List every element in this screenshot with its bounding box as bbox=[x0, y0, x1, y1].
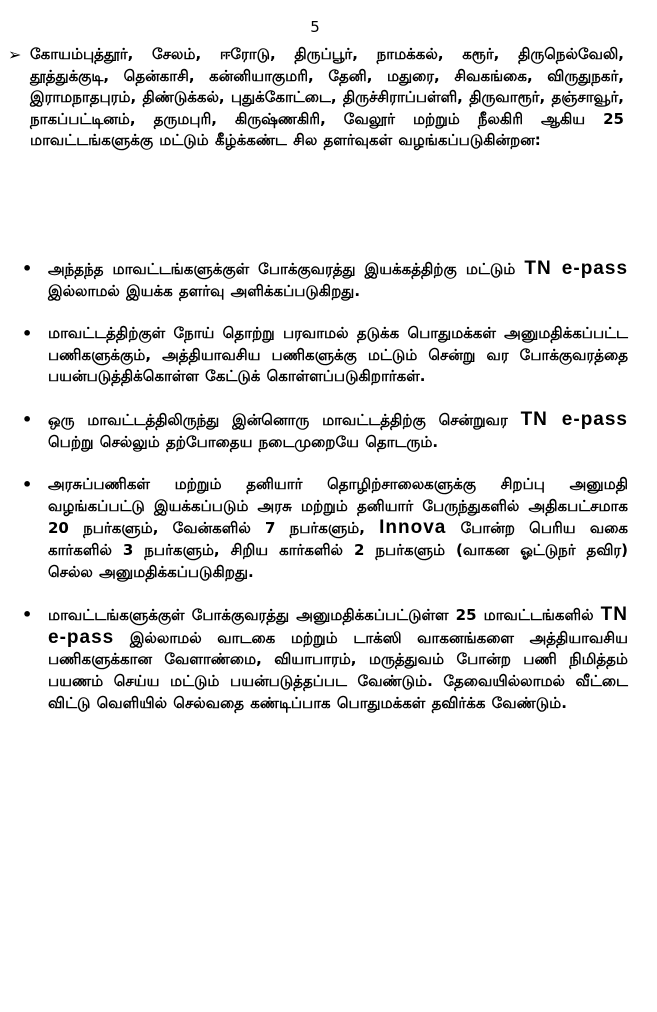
list-item bbox=[22, 409, 628, 453]
text-segment: இல்லாமல் வாடகை மற்றும் டாக்ஸி வாகனங்களை அத்தியாவசிய பணிகளுக்கான வேளாண்மை, வியாபாரம், மருத்துவம் போன்ற பணி நிமித்தம் பயணம் செய்ய மட்டும் பயன்படுத்தப்பட வேண்டும். தேவையில்லாமல் வீட்டை விட்டு வெளியில் செல்வதை கண்டிப்பாக பொதுமக்கள் தவிர்க்க வேண்டும். bbox=[48, 628, 628, 712]
list-item bbox=[22, 258, 628, 302]
tn-epass-term: TN e-pass bbox=[48, 604, 628, 648]
text-segment: ஒரு மாவட்டத்திலிருந்து இன்னொரு மாவட்டத்திற்கு சென்றுவர bbox=[48, 410, 521, 429]
arrow-bullet-icon: ➢ bbox=[8, 45, 22, 64]
tn-epass-term: TN e-pass bbox=[524, 258, 629, 279]
list-item bbox=[22, 604, 628, 714]
innova-term: Innova bbox=[379, 517, 447, 539]
list-item-text bbox=[48, 323, 628, 388]
bullet-icon: • bbox=[22, 409, 33, 429]
intro-text: கோயம்புத்தூர், சேலம், ஈரோடு, திருப்பூர், நாமக்கல், கரூர், திருநெல்வேலி, தூத்துக்குடி, தென்காசி, கன்னியாகுமரி, தேனி, மதுரை, சிவகங்கை, விருதுநகர், இராமநாதபுரம், திண்டுக்கல், புதுக்கோட்டை, திருச்சிராப்பள்ளி, திருவாரூர், தஞ்சாவூர், நாகப்பட்டினம், தருமபுரி, கிருஷ்ணகிரி, வேலூர் மற்றும் நீலகிரி ஆகிய 25 மாவட்டங்களுக்கு மட்டும் கீழ்க்கண்ட சில தளர்வுகள் வழங்கப்படுகின்றன: bbox=[30, 45, 624, 150]
bullet-icon: • bbox=[22, 259, 33, 278]
list-item bbox=[22, 474, 628, 583]
text-segment: மாவட்டத்திற்குள் நோய் தொற்று பரவாமல் தடுக்க பொதுமக்கள் அனுமதிக்கப்பட்ட பணிகளுக்கும், அத்தியாவசிய பணிகளுக்கு மட்டும் சென்று வர போக்குவரத்தை பயன்படுத்திக்கொள்ள கேட்டுக் கொள்ளப்படுகிறார்கள். bbox=[48, 324, 628, 386]
list-item bbox=[22, 323, 628, 388]
text-segment: இல்லாமல் இயக்க தளர்வு அளிக்கப்படுகிறது. bbox=[48, 281, 361, 300]
page-number: 5 bbox=[310, 18, 320, 36]
intro-paragraph bbox=[8, 44, 624, 152]
text-segment: அரசுப்பணிகள் மற்றும் தனியார் தொழிற்சாலைகளுக்கு சிறப்பு அனுமதி வழங்கப்பட்டு இயக்கப்படும் அரசு மற்றும் தனியார் பேருந்துகளில் அதிகபட்சமாக 20 நபர்களும், வேன்களில் 7 நபர்களும், bbox=[48, 475, 628, 538]
bullet-icon: • bbox=[22, 475, 33, 495]
list-item-text bbox=[48, 604, 628, 714]
text-segment: மாவட்டங்களுக்குள் போக்குவரத்து அனுமதிக்கப்பட்டுள்ள 25 மாவட்டங்களில் bbox=[48, 606, 601, 625]
tn-epass-term: TN e-pass bbox=[520, 408, 628, 430]
bullet-icon: • bbox=[22, 605, 33, 625]
relaxations-list bbox=[22, 258, 628, 735]
text-segment: அந்தந்த மாவட்டங்களுக்குள் போக்குவரத்து இயக்கத்திற்கு மட்டும் bbox=[48, 260, 525, 278]
list-item-text bbox=[48, 409, 628, 453]
bullet-icon: • bbox=[22, 324, 33, 344]
text-segment: போன்ற பெரிய வகை கார்களில் 3 நபர்களும், சிறிய கார்களில் 2 நபர்களும் (வாகன ஓட்டுநர் தவிர) செல்ல அனுமதிக்கப்படுகிறது. bbox=[48, 519, 628, 581]
text-segment: பெற்று செல்லும் தற்போதைய நடைமுறையே தொடரும். bbox=[48, 432, 439, 451]
list-item-text bbox=[48, 474, 628, 583]
list-item-text bbox=[48, 258, 628, 302]
